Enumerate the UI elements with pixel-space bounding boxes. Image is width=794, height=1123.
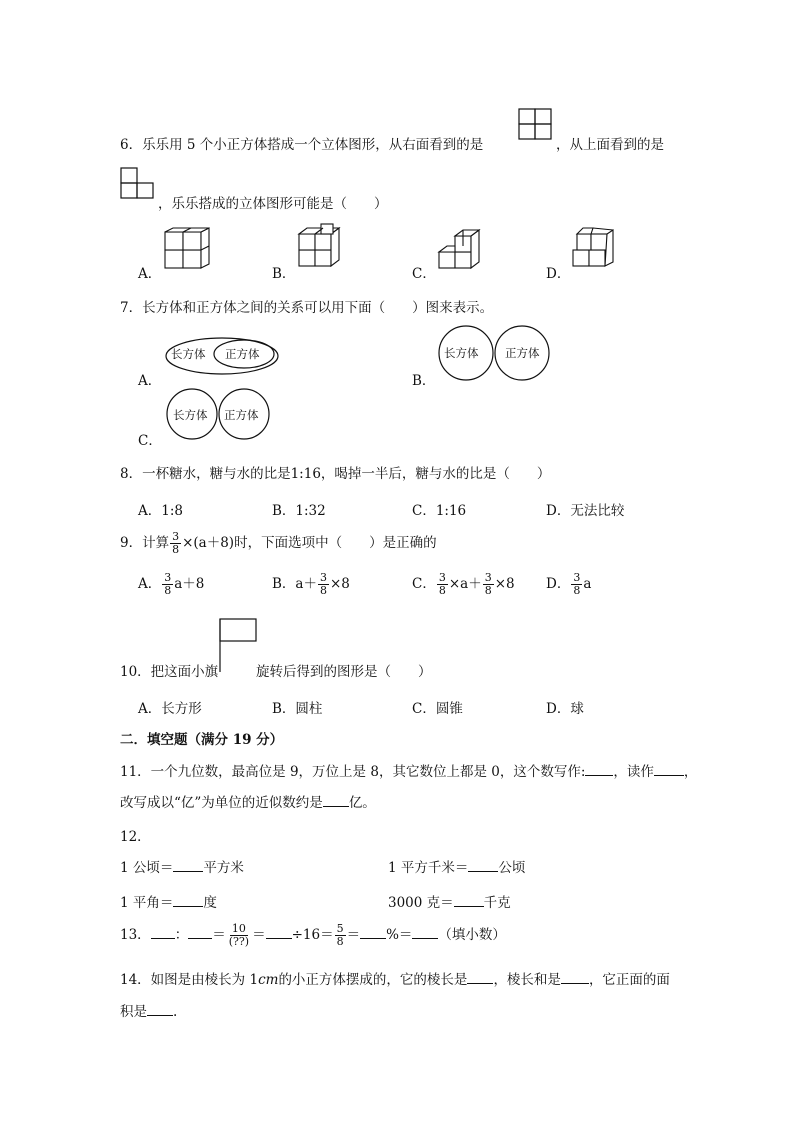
q6-top-view-figure — [120, 167, 156, 201]
q12-row2-right: 3000 克＝ 千克 — [388, 891, 511, 911]
q14-line1: 14．如图是由棱长为 1cm的小正方体摆成的，它的棱长是 ，棱长和是 ，它正面的面 — [120, 968, 670, 988]
q6-option-d[interactable]: D． — [546, 266, 571, 282]
q12-blank-hectare[interactable] — [173, 857, 203, 872]
q6-option-c-cube-figure — [437, 226, 487, 272]
q13-blank-1[interactable] — [151, 924, 175, 939]
q10-option-b[interactable]: B．圆柱 — [272, 701, 323, 717]
q6-line1: 6．乐乐用 5 个小正方体搭成一个立体图形，从右面看到的是 — [120, 137, 484, 153]
q7-option-c[interactable]: C． — [138, 433, 162, 449]
q9-option-c[interactable]: C． $\frac{3}{8}$ ×a＋ $\frac{3}{8}$ ×8 — [412, 571, 515, 597]
q12-blank-grams[interactable] — [454, 892, 484, 907]
q11-blank-approx[interactable] — [323, 792, 349, 807]
q9-option-d[interactable]: D． $\frac{3}{8}$ a — [546, 571, 592, 597]
q8-question-text: 8．一杯糖水，糖与水的比是1:16，喝掉一半后，糖与水的比是（ ） — [120, 466, 551, 482]
q7-b-cube-label: 正方体 — [505, 346, 540, 360]
q7-c-cube-label: 正方体 — [224, 408, 259, 422]
q13-blank-4[interactable] — [360, 924, 386, 939]
q14-blank-edge-sum[interactable] — [561, 969, 589, 984]
q10-option-a[interactable]: A．长方形 — [138, 701, 202, 717]
q13-blank-2[interactable] — [188, 924, 212, 939]
q7-b-rect-label: 长方体 — [444, 346, 479, 360]
q6-line1-tail: ，从上面看到的是 — [556, 137, 664, 153]
q10-option-d[interactable]: D．球 — [546, 701, 584, 717]
q7-option-b[interactable]: B． — [412, 373, 436, 389]
q13-blank-3[interactable] — [266, 924, 292, 939]
q6-line2: ，乐乐搭成的立体图形可能是（ ） — [158, 196, 388, 212]
q6-option-a[interactable]: A． — [138, 266, 162, 282]
q7-question-text: 7．长方体和正方体之间的关系可以用下面（ ）图来表示。 — [120, 300, 494, 316]
q10-question-pre: 10．把这面小旗 — [120, 664, 219, 680]
q7-c-rect-label: 长方体 — [173, 408, 208, 422]
q6-option-b-cube-figure — [297, 224, 347, 270]
q9-question-line: 9．计算 $\frac{3}{8}$ ×(a＋8)时，下面选项中（ ）是正确的 — [120, 530, 437, 556]
q13-blank-5[interactable] — [412, 924, 438, 939]
q13-line: 13． ： ＝ $\frac{10}{(??)}$ ＝ ÷16＝ $\frac{5}{8}$ ＝ %＝ （填小数） — [120, 922, 506, 948]
q6-option-c[interactable]: C． — [412, 266, 436, 282]
q12-label: 12． — [120, 829, 151, 845]
q11-line1: 11．一个九位数，最高位是 9，万位上是 8，其它数位上都是 0，这个数写作: ，读作 ， — [120, 760, 697, 780]
q12-row1-right: 1 平方千米＝ 公顷 — [388, 856, 525, 876]
q14-blank-edge[interactable] — [467, 969, 493, 984]
q6-option-d-cube-figure — [571, 224, 621, 270]
q14-line2: 积是 . — [120, 1000, 177, 1020]
q12-row2-left: 1 平角＝ 度 — [120, 891, 217, 911]
q10-option-c[interactable]: C．圆锥 — [412, 701, 463, 717]
q9-option-a[interactable]: A． $\frac{3}{8}$ a＋8 — [138, 571, 205, 597]
q9-option-b[interactable]: B．a＋ $\frac{3}{8}$ ×8 — [272, 571, 350, 597]
q8-option-d[interactable]: D．无法比较 — [546, 503, 625, 519]
q7-a-cube-label: 正方体 — [225, 347, 260, 361]
q6-right-view-figure — [518, 108, 554, 142]
q6-option-b[interactable]: B． — [272, 266, 296, 282]
q10-flag-figure — [219, 618, 259, 674]
q7-option-a[interactable]: A． — [138, 373, 162, 389]
q13-fraction-1: $\frac{10}{(??)}$ — [228, 922, 250, 948]
q11-blank-read[interactable] — [654, 761, 684, 776]
q11-blank-written[interactable] — [585, 761, 613, 776]
q11-line2: 改写成以“亿”为单位的近似数约是 亿。 — [120, 791, 376, 811]
q9-fraction: $\frac{3}{8}$ — [172, 530, 180, 556]
q12-blank-sqkm[interactable] — [468, 857, 498, 872]
q12-blank-straight-angle[interactable] — [173, 892, 203, 907]
q8-option-c[interactable]: C．1:16 — [412, 503, 467, 519]
q10-question-post: 旋转后得到的图形是（ ） — [256, 664, 432, 680]
q14-blank-area[interactable] — [147, 1001, 173, 1016]
q13-fraction-2: $\frac{5}{8}$ — [336, 922, 344, 948]
q8-option-b[interactable]: B．1:32 — [272, 503, 326, 519]
q6-option-a-cube-figure — [163, 228, 219, 274]
q7-a-rect-label: 长方体 — [171, 347, 206, 361]
q12-row1-left: 1 公顷＝ 平方米 — [120, 856, 244, 876]
section-2-title: 二．填空题（满分 19 分） — [120, 732, 284, 748]
q8-option-a[interactable]: A．1:8 — [138, 503, 183, 519]
